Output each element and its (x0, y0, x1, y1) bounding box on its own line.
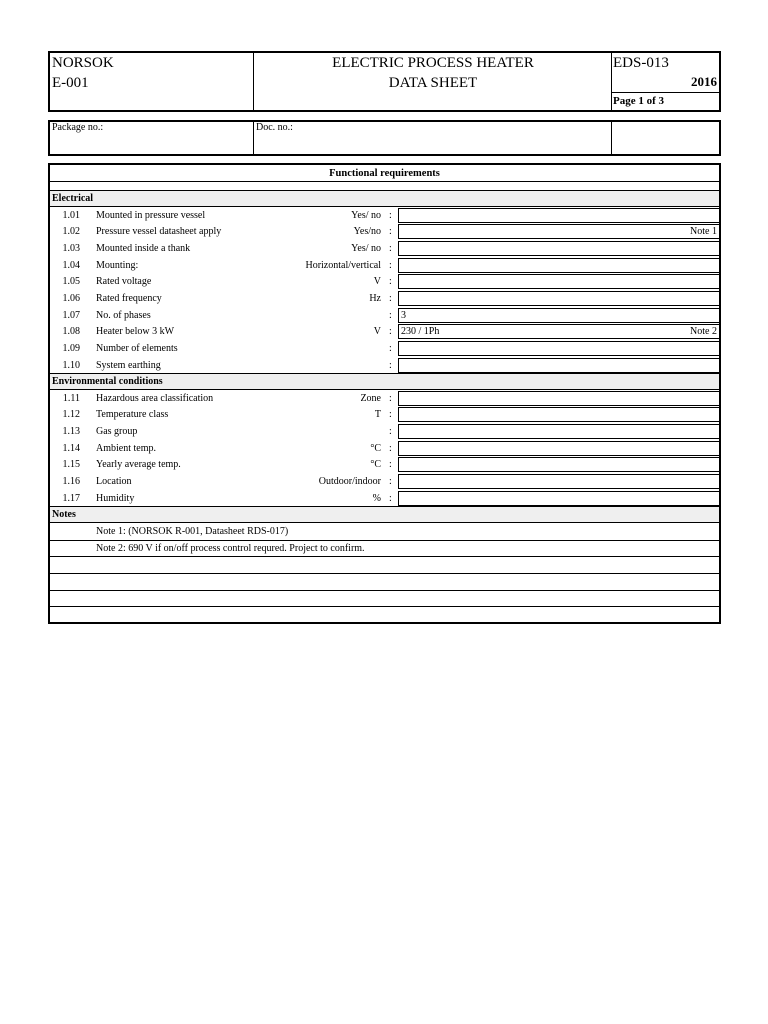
row-colon: : (389, 392, 392, 404)
row-number: 1.01 (62, 209, 80, 221)
datasheet-header (48, 51, 721, 112)
row-description: Pressure vessel datasheet apply (96, 226, 222, 238)
table-row (50, 240, 719, 257)
table-row (50, 473, 719, 490)
row-unit: Hz (369, 292, 381, 304)
doc-no-label: Doc. no.: (256, 122, 293, 133)
row-colon: : (389, 209, 392, 221)
row-unit: V (373, 276, 381, 288)
row-colon: : (389, 426, 392, 438)
blank-note-rule (50, 623, 719, 624)
blank-note-rule (50, 606, 719, 607)
table-row (50, 440, 719, 457)
row-number: 1.12 (62, 409, 80, 421)
blank-note-rule (50, 590, 719, 591)
row-colon: : (389, 309, 392, 321)
row-value-field[interactable] (398, 341, 719, 356)
section-header-notes (50, 506, 719, 523)
row-number: 1.15 (62, 459, 80, 471)
row-description: Humidity (96, 492, 135, 504)
row-value-field[interactable] (398, 407, 719, 422)
page-divider (611, 92, 721, 93)
row-value-field[interactable] (398, 457, 719, 472)
table-row (50, 423, 719, 440)
row-colon: : (389, 276, 392, 288)
row-description: Yearly average temp. (96, 459, 181, 471)
table-row (50, 290, 719, 307)
row-unit: T (374, 409, 381, 421)
row-value-field[interactable] (398, 291, 719, 306)
row-number: 1.08 (62, 326, 80, 338)
row-unit: Outdoor/indoor (318, 476, 381, 488)
section-label: Notes (52, 509, 76, 521)
doc-code: EDS-013 (613, 55, 669, 71)
row-description: Location (96, 476, 132, 488)
row-unit: Horizontal/vertical (305, 259, 381, 271)
section-header-environmental (50, 373, 719, 390)
note-line: Note 1: (NORSOK R-001, Datasheet RDS-017) (96, 526, 289, 537)
note-rule (50, 556, 719, 557)
title-block (255, 53, 611, 93)
row-colon: : (389, 242, 392, 254)
package-block (48, 120, 721, 156)
table-title: Functional requirements (50, 165, 719, 182)
row-number: 1.14 (62, 442, 80, 454)
table-row (50, 406, 719, 423)
package-divider-1 (253, 122, 254, 154)
row-value-field[interactable] (398, 258, 719, 273)
section-label: Electrical (52, 193, 94, 204)
row-unit: °C (370, 442, 381, 454)
row-description: Rated voltage (96, 276, 152, 288)
section-label: Environmental conditions (52, 376, 163, 388)
row-number: 1.16 (62, 476, 80, 488)
row-value-field[interactable] (398, 491, 719, 506)
page-number: Page 1 of 3 (613, 95, 665, 107)
section-header-electrical (50, 190, 719, 207)
row-unit: % (372, 492, 381, 504)
row-number: 1.05 (62, 276, 80, 288)
row-description: Gas group (96, 426, 138, 438)
row-unit: Yes/ no (351, 242, 381, 254)
row-colon: : (389, 476, 392, 488)
row-description: Rated frequency (96, 292, 162, 304)
row-value-field[interactable] (398, 224, 719, 239)
header-divider-2 (611, 53, 612, 110)
row-unit: Yes/ no (351, 209, 381, 221)
table-row (50, 340, 719, 357)
row-value-field[interactable] (398, 274, 719, 289)
row-description: Temperature class (96, 409, 169, 421)
row-colon: : (389, 459, 392, 471)
row-number: 1.02 (62, 226, 80, 238)
row-colon: : (389, 409, 392, 421)
row-description: Mounted in pressure vessel (96, 209, 206, 221)
row-description: System earthing (96, 359, 161, 371)
table-row (50, 257, 719, 274)
row-number: 1.13 (62, 426, 80, 438)
row-number: 1.06 (62, 292, 80, 304)
row-note: Note 1 (690, 226, 717, 238)
row-number: 1.10 (62, 359, 80, 371)
row-note: Note 2 (690, 326, 717, 338)
row-description: Heater below 3 kW (96, 326, 175, 338)
row-value-field[interactable] (398, 358, 719, 373)
row-description: Number of elements (96, 342, 178, 354)
table-row (50, 390, 719, 407)
title-line2: DATA SHEET (388, 75, 478, 91)
row-colon: : (389, 259, 392, 271)
table-row (50, 223, 719, 240)
row-description: No. of phases (96, 309, 151, 321)
table-row (50, 456, 719, 473)
row-value-field[interactable] (398, 474, 719, 489)
note-line: Note 2: 690 V if on/off process control requred. Project to confirm. (96, 542, 365, 554)
row-value-field[interactable] (398, 241, 719, 256)
row-number: 1.09 (62, 342, 80, 354)
row-colon: : (389, 226, 392, 238)
doc-year: 2016 (691, 74, 717, 89)
row-description: Hazardous area classification (96, 392, 214, 404)
row-number: 1.03 (62, 242, 80, 254)
row-unit: Zone (360, 392, 381, 404)
row-number: 1.04 (62, 259, 80, 271)
row-unit: V (373, 326, 381, 338)
row-value-field[interactable] (398, 441, 719, 456)
row-value: 3 (401, 309, 406, 321)
row-value-field[interactable] (398, 208, 719, 223)
row-colon: : (389, 492, 392, 504)
table-row (50, 357, 719, 374)
org-line2: E-001 (52, 75, 89, 91)
row-value-field[interactable] (398, 424, 719, 439)
table-row (50, 207, 719, 224)
blank-note-rule (50, 573, 719, 574)
row-value-field[interactable] (398, 391, 719, 406)
row-colon: : (389, 359, 392, 371)
package-divider-2 (611, 122, 612, 154)
row-description: Mounted inside a thank (96, 242, 191, 254)
row-colon: : (389, 442, 392, 454)
row-number: 1.17 (62, 492, 80, 504)
table-row (50, 490, 719, 507)
row-description: Ambient temp. (96, 442, 156, 454)
row-value-field[interactable] (398, 308, 719, 323)
table-row (50, 307, 719, 324)
header-divider-1 (253, 53, 254, 110)
row-colon: : (389, 326, 392, 338)
row-unit: °C (370, 459, 381, 471)
row-colon: : (389, 342, 392, 354)
package-no-label: Package no.: (52, 122, 104, 133)
row-number: 1.07 (62, 309, 80, 321)
row-value: 230 / 1Ph (401, 326, 440, 338)
title-line1: ELECTRIC PROCESS HEATER (332, 55, 534, 71)
table-row (50, 323, 719, 340)
row-number: 1.11 (62, 392, 80, 404)
row-description: Mounting: (96, 259, 139, 271)
table-row (50, 273, 719, 290)
org-block (52, 53, 114, 93)
org-line1: NORSOK (52, 55, 114, 71)
row-value-field[interactable] (398, 324, 719, 339)
row-colon: : (389, 292, 392, 304)
row-unit: Yes/no (353, 226, 381, 238)
functional-requirements-table (48, 163, 721, 624)
